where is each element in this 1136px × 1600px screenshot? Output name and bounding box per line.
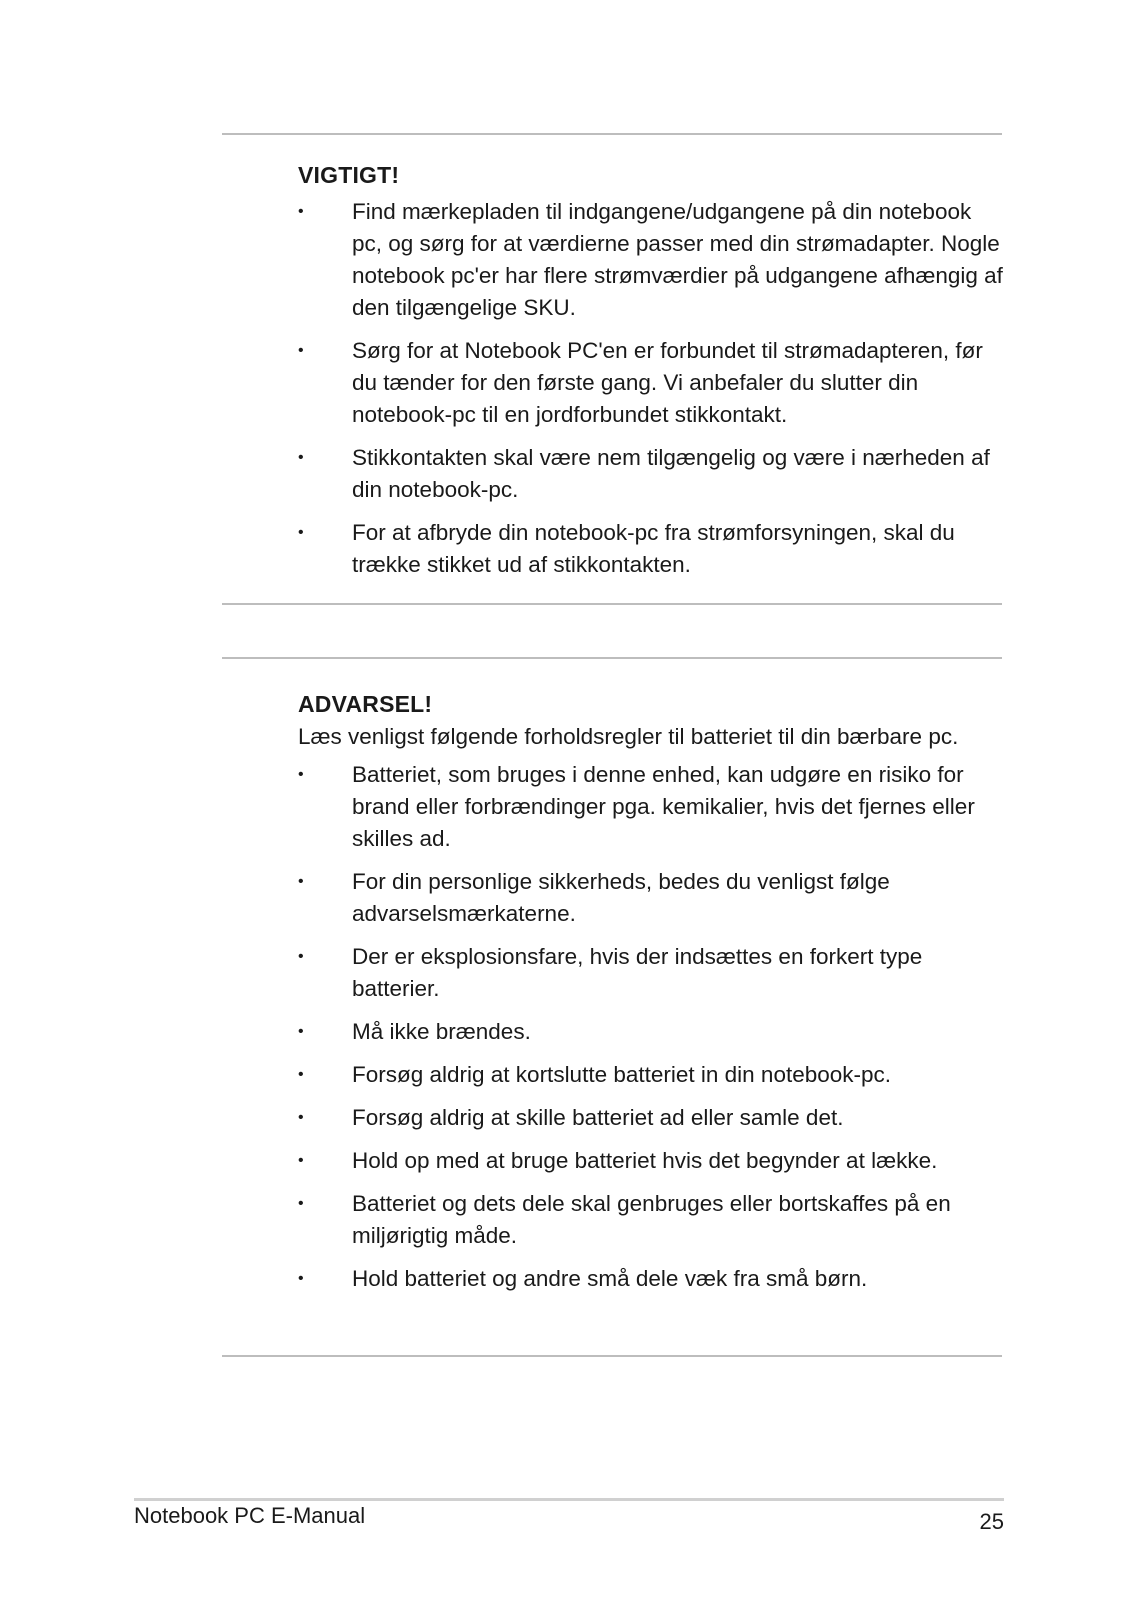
warning-item-text: Batteriet og dets dele skal genbruges eller bortskaffes på en miljørigtig måde. <box>352 1191 951 1248</box>
warning-item-2 <box>298 866 1004 930</box>
bullet-icon: • <box>298 1270 304 1287</box>
warning-item-9 <box>298 1263 1004 1295</box>
warning-item-8 <box>298 1188 1004 1252</box>
important-top-divider <box>222 133 1002 135</box>
important-heading: VIGTIGT! <box>298 162 400 188</box>
important-item-2 <box>298 335 1004 431</box>
warning-bottom-divider <box>222 1355 1002 1357</box>
footer-divider <box>134 1498 1004 1501</box>
bullet-icon: • <box>298 449 304 466</box>
warning-intro: Læs venligst følgende forholdsregler til batteriet til din bærbare pc. <box>298 724 959 749</box>
warning-item-text: For din personlige sikkerheds, bedes du venligst følge advarselsmærkaterne. <box>352 869 890 926</box>
warning-heading: ADVARSEL! <box>298 691 433 717</box>
warning-item-text: Hold op med at bruge batteriet hvis det begynder at lække. <box>352 1148 938 1173</box>
important-item-1 <box>298 196 1004 324</box>
warning-list <box>298 759 1004 1295</box>
important-list <box>298 196 1004 581</box>
warning-item-text: Der er eksplosionsfare, hvis der indsættes en forkert type batterier. <box>352 944 923 1001</box>
important-item-text: For at afbryde din notebook-pc fra strømforsyningen, skal du trække stikket ud af stikkontakten. <box>352 520 955 577</box>
warning-item-text: Forsøg aldrig at skille batteriet ad eller samle det. <box>352 1105 844 1130</box>
important-notice <box>298 160 1004 581</box>
footer-manual-title: Notebook PC E-Manual <box>134 1503 366 1528</box>
bullet-icon: • <box>298 1152 304 1169</box>
bullet-icon: • <box>298 1195 304 1212</box>
warning-item-6 <box>298 1102 1004 1134</box>
warning-top-divider <box>222 657 1002 659</box>
warning-item-4 <box>298 1016 1004 1048</box>
important-item-4 <box>298 517 1004 581</box>
footer-page-number: 25 <box>979 1509 1004 1534</box>
important-item-text: Stikkontakten skal være nem tilgængelig og være i nærheden af din notebook-pc. <box>352 445 990 502</box>
warning-item-3 <box>298 941 1004 1005</box>
warning-item-text: Forsøg aldrig at kortslutte batteriet in din notebook-pc. <box>352 1062 892 1087</box>
bullet-icon: • <box>298 203 304 220</box>
important-item-3 <box>298 442 1004 506</box>
bullet-icon: • <box>298 524 304 541</box>
bullet-icon: • <box>298 1023 304 1040</box>
bullet-icon: • <box>298 342 304 359</box>
warning-item-text: Må ikke brændes. <box>352 1019 531 1044</box>
warning-item-text: Batteriet, som bruges i denne enhed, kan udgøre en risiko for brand eller forbrændinger pga. kemikalier, hvis det fjernes eller skilles ad. <box>352 762 975 851</box>
warning-item-1 <box>298 759 1004 855</box>
important-item-text: Find mærkepladen til indgangene/udgangene på din notebook pc, og sørg for at værdierne passer med din strømadapter. Nogle notebook pc'er har flere strømværdier på udgangene afhængig af den tilgængelige SKU. <box>352 199 1003 320</box>
warning-item-5 <box>298 1059 1004 1091</box>
important-item-text: Sørg for at Notebook PC'en er forbundet til strømadapteren, før du tænder for den første gang. Vi anbefaler du slutter din notebook-pc til en jordforbundet stikkontakt. <box>352 338 983 427</box>
bullet-icon: • <box>298 948 304 965</box>
bullet-icon: • <box>298 766 304 783</box>
warning-notice <box>298 689 1004 1295</box>
warning-item-7 <box>298 1145 1004 1177</box>
bullet-icon: • <box>298 1109 304 1126</box>
warning-item-text: Hold batteriet og andre små dele væk fra små børn. <box>352 1266 868 1291</box>
bullet-icon: • <box>298 873 304 890</box>
important-bottom-divider <box>222 603 1002 605</box>
bullet-icon: • <box>298 1066 304 1083</box>
